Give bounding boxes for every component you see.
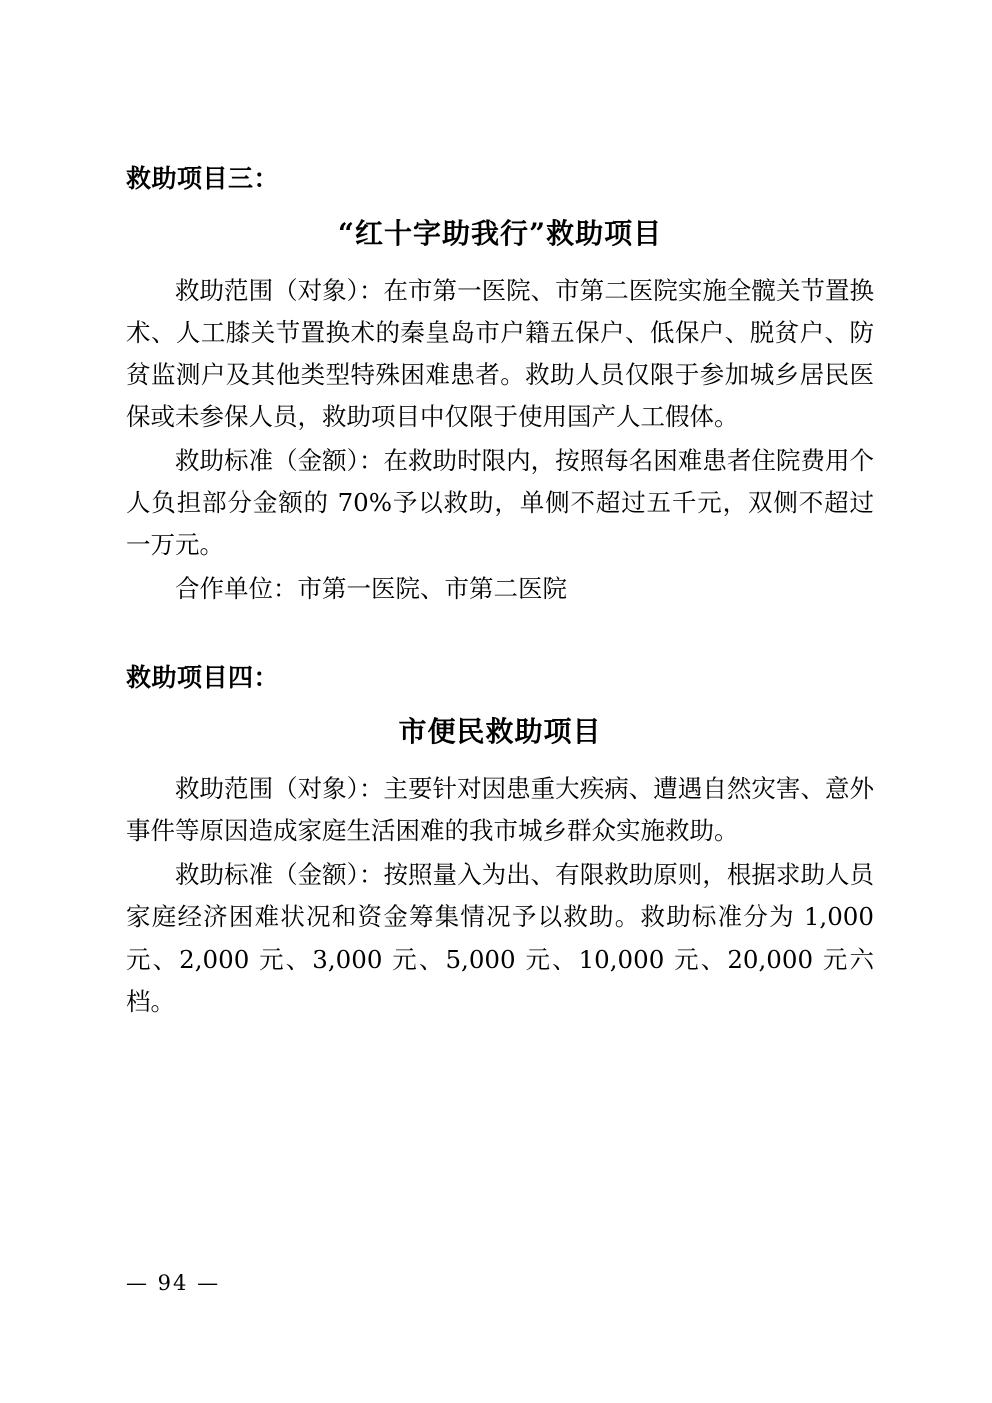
section-three-label: 救助项目三： bbox=[126, 164, 280, 193]
page-number: — 94 — bbox=[126, 1271, 221, 1295]
section-three-paragraph-3: 合作单位：市第一医院、市第二医院 bbox=[175, 574, 567, 604]
section-four-title: 市便民救助项目 bbox=[398, 715, 602, 748]
section-four bbox=[126, 659, 874, 1023]
section-three-paragraph-2: 救助标准（金额）：在救助时限内，按照每名困难患者住院费用个人负担部分金额的 70%予以救助，单侧不超过五千元，双侧不超过一万元。 bbox=[126, 446, 874, 560]
section-four-paragraph-1: 救助范围（对象）：主要针对因患重大疾病、遭遇自然灾害、意外事件等原因造成家庭生活困难的我市城乡群众实施救助。 bbox=[126, 774, 874, 846]
section-four-label: 救助项目四： bbox=[126, 662, 280, 692]
section-divider-space bbox=[126, 613, 874, 659]
section-three-title: “红十字助我行”救助项目 bbox=[337, 216, 663, 250]
section-three-paragraph-1: 救助范围（对象）：在市第一医院、市第二医院实施全髋关节置换术、人工膝关节置换术的秦皇岛市户籍五保户、低保户、脱贫户、防贫监测户及其他类型特殊困难患者。救助人员仅限于参加城乡居民医保或未参保人员，救助项目中仅限于使用国产人工假体。 bbox=[126, 275, 874, 431]
section-three bbox=[126, 160, 874, 611]
section-four-paragraph-2: 救助标准（金额）：按照量入为出、有限救助原则，根据求助人员家庭经济困难状况和资金筹集情况予以救助。救助标准分为 1,000 元、2,000 元、3,000 元、5,000 元、10,000 元、20,000 元六档。 bbox=[126, 860, 874, 1016]
